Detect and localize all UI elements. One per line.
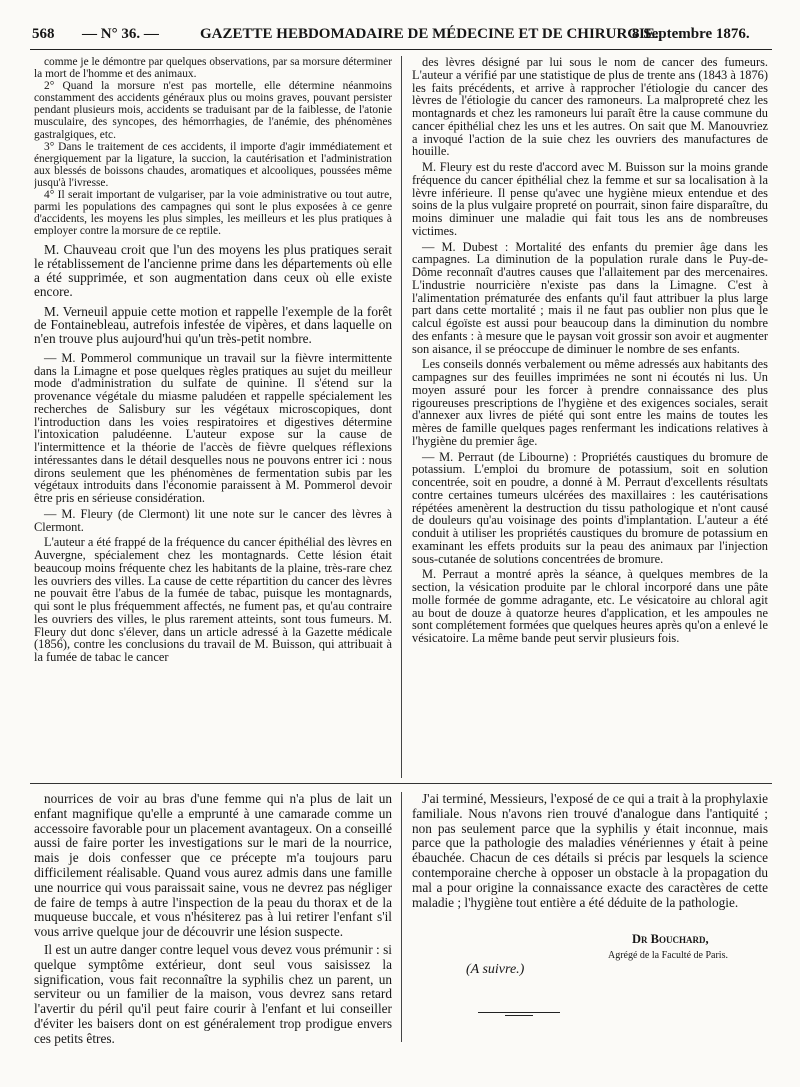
paragraph: J'ai terminé, Messieurs, l'exposé de ce qui a trait à la prophylaxie familiale. Nous n'avons rien trouvé d'analogue dans l'antiquité ; non pas seulement parce que la syphilis y était inconnue, mais parce que la pathologie des maladies vénériennes y était à peine ébauchée. Chacun de ces détails si précis par lesquels la science contemporaine cherche à opposer un obstacle à la propagation du mal a pour origine la connaissance exacte des caractères de cette maladie ; l'hygiène tout entière a été déduite de la pathologie. <box>412 792 768 910</box>
paragraph: nourrices de voir au bras d'une femme qui n'a plus de lait un enfant magnifique qu'elle a emprunté à une camarade comme un accessoire favorable pour un placement avantageux. On a conseillé aussi de faire porter les investigations sur le mari de la nourrice, mais je dois confesser que ce précepte m'a toujours paru difficilement réalisable. Quand vous aurez admis dans une famille une nourrice qui vous paraissait saine, vous ne devrez pas négliger de faire de temps à autre l'inspection de la peau du thorax et de la muqueuse buccale, et vous n'hésiterez pas à lui retirer l'enfant s'il vous arrive quelque jour de découvrir une lésion suspecte. <box>34 792 392 940</box>
journal-title: GAZETTE HEBDOMADAIRE DE MÉDECINE ET DE CHIRURGIE. <box>200 26 659 42</box>
lecture-column-bottom-right <box>412 792 768 928</box>
paragraph: L'auteur a été frappé de la fréquence du cancer épithélial des lèvres en Auvergne, spécialement chez les montagnards. Cette lésion était beaucoup moins fréquente chez les habitants de la plaine, très-rare chez les ouvriers des villes. La cause de cette répartition du cancer des lèvres ne pouvait être l'abus de la fumée de tabac, puisque les montagnards, qui sont le plus fréquemment affectés, ne fument pas, et qu'au contraire les ouvriers des villes, le plus rarement atteints, sont tous fumeurs. M. Fleury dut donc s'élever, dans un article adressé à la Gazette médicale (1856), contre les conclusions du travail de M. Buisson, qui attribuait à la fumée de tabac le cancer <box>34 535 392 665</box>
paragraph: — M. Perraut (de Libourne) : Propriétés caustiques du bromure de potassium. L'emploi du bromure de potassium, soit en solution concentrée, soit en poudre, a donné à M. Perraut d'excellents résultats contre certaines tumeurs ulcérées des maxillaires : les cautérisations répétées amenèrent la destruction du tissu pathologique et n'ont causé de douleurs qu'au voisinage des points d'implantation. L'auteur a été conduit à utiliser les propriétés caustiques du bromure de potassium en examinant les effets produits sur la peau des animaux par l'injection sous-cutanée de solutions concentrées de bromure. <box>412 449 768 566</box>
end-rule <box>478 1012 560 1013</box>
paragraph: — M. Dubest : Mortalité des enfants du premier âge dans les campagnes. La diminution de la population rurale dans le Puy-de-Dôme reconnaît d'autres causes que l'allaitement par des mercenaires. L'industrie nourricière n'existe pas dans la Limagne. C'est à l'alimentation prématurée des enfants qu'il faut attribuer la plus large part dans cette mortalité ; mais il ne faut pas oublier non plus que le calcul égoïste est aussi pour beaucoup dans la diminution du nombre des enfants : à mesure que le paysan voit grossir son avoir et augmenter son aisance, il se préoccupe de diminuer le nombre de ses enfants. <box>412 239 768 356</box>
paragraph: Les conseils donnés verbalement ou même adressés aux habitants des campagnes sur des feuilles imprimées ne sont ni écoutés ni lus. Un moyen assuré pour les forcer à prendre connaissance des plus rigoureuses prescriptions de l'hygiène et des exigences sociales, serait d'annexer aux livres de piété qui sont entre les mains de toutes les mères de famille quelques pages renfermant les indications relatives à l'hygiène du premier âge. <box>412 357 768 448</box>
paragraph: M. Perraut a montré après la séance, à quelques membres de la section, la vésication produite par le chloral incorporé dans une pâte molle formée de gomme adragante, etc. Le vésicatoire au chloral agit au bout de douze à quatorze heures d'application, et les ampoules ne sont complétement formées que quelques heures après qu'on a enlevé le vésicatoire. La même bande peut servir plusieurs fois. <box>412 567 768 645</box>
to-be-continued: (A suivre.) <box>466 962 525 977</box>
paragraph: Il est un autre danger contre lequel vous devez vous prémunir : si quelque symptôme extérieur, dont seul vous saisissez la signification, vous fait reconnaître la syphilis chez un parent, un serviteur ou un familier de la maison, vous devrez sans retard l'avertir du péril qu'il peut faire courir à l'enfant et lui conseiller d'éviter les baisers dont on est généralement trop prodigue envers ces petits êtres. <box>34 941 392 1046</box>
article-column-top-right <box>412 56 768 778</box>
paragraph: — M. Fleury (de Clermont) lit une note sur le cancer des lèvres à Clermont. <box>34 506 392 534</box>
paragraph: — M. Pommerol communique un travail sur la fièvre intermittente dans la Limagne et pose quelques règles pratiques au sujet du meilleur mode d'administration du sulfate de quinine. Il s'étend sur la provenance végétale du miasme paludéen et rappelle spécialement les recherches de Salisbury sur les végétaux microscopiques, dont l'introduction dans les voies respiratoires et digestives détermine l'intoxication paludéenne. L'auteur expose sur la cause de l'intermittence et la théorie de l'accès de fièvre quelques réflexions intéressantes dans le détail desquelles nous ne pouvons entrer ici : nous dirons seulement que les phénomènes de fermentation subis par les végétaux introduits dans l'économie paraissent à M. Pommerol devoir être pris en sérieuse considération. <box>34 350 392 506</box>
section-divider <box>30 783 772 784</box>
issue-number: — N° 36. — <box>82 26 159 42</box>
column-divider <box>401 56 402 778</box>
paragraph: comme je le démontre par quelques observations, par sa morsure déterminer la mort de l'homme et des animaux. <box>34 56 392 81</box>
article-column-top-left <box>34 56 392 778</box>
header-rule <box>30 49 772 50</box>
issue-date: 8 Septembre 1876. <box>632 26 750 42</box>
paragraph: 4° Il serait important de vulgariser, par la voie administrative ou tout autre, parmi les populations des campagnes qui sont le plus exposées à ce genre d'accidents, les moyens les plus simples, les meilleurs et les plus pratiques à employer contre la morsure de ce reptile. <box>34 189 392 238</box>
author-signature: Dr Bouchard, <box>632 932 709 946</box>
paragraph: M. Verneuil appuie cette motion et rappelle l'exemple de la forêt de Fontainebleau, autrefois infestée de vipères, et dans laquelle on n'en trouve plus aujourd'hui qu'un très-petit nombre. <box>34 303 392 347</box>
author-title: Agrégé de la Faculté de Paris. <box>608 950 728 961</box>
page-number: 568 <box>32 26 55 42</box>
column-divider <box>401 792 402 1042</box>
paragraph: M. Fleury est du reste d'accord avec M. Buisson sur la moins grande fréquence du cancer épithélial chez la femme et sur sa localisation à la lèvre inférieure. Il pense qu'avec une hygiène mieux entendue et des soins de la plus vulgaire propreté on pourrait, sinon faire disparaître, du moins diminuer une maladie qui fait tous les ans de nombreuses victimes. <box>412 160 768 238</box>
lecture-column-bottom-left <box>34 792 392 1060</box>
paragraph: 2° Quand la morsure n'est pas mortelle, elle détermine néanmoins constamment des accidents généraux plus ou moins graves, pouvant persister pendant plusieurs mois, accidents se traduisant par de la faiblesse, de l'atonie musculaire, des syncopes, des hémorrhagies, de l'anémie, des phénomènes gastralgiques, etc. <box>34 80 392 141</box>
paragraph: des lèvres désigné par lui sous le nom de cancer des fumeurs. L'auteur a vérifié par une statistique de plus de trente ans (1843 à 1876) les faits précédents, et arrive à rapprocher l'étiologie du cancer des lèvres de l'étiologie du cancer des ramoneurs. La malpropreté chez les montagnards et chez les ramoneurs lui paraît être la cause commune du cancer épithélial chez les uns et les autres. On sait que M. Manouvriez a invoqué l'action de la suie chez les ouvriers des manufactures de houille. <box>412 56 768 159</box>
end-rule <box>505 1015 533 1016</box>
paragraph: 3° Dans le traitement de ces accidents, il importe d'agir immédiatement et énergiquement par la ligature, la succion, la cautérisation et l'administration aux blessés de boissons chaudes, aromatiques et alcooliques, poussées même jusqu'à l'ivresse. <box>34 140 392 189</box>
page-header <box>30 26 772 48</box>
paragraph: M. Chauveau croit que l'un des moyens les plus pratiques serait le rétablissement de l'ancienne prime dans les départements où elle a été supprimée, et son augmentation dans ceux où elle existe encore. <box>34 242 392 299</box>
